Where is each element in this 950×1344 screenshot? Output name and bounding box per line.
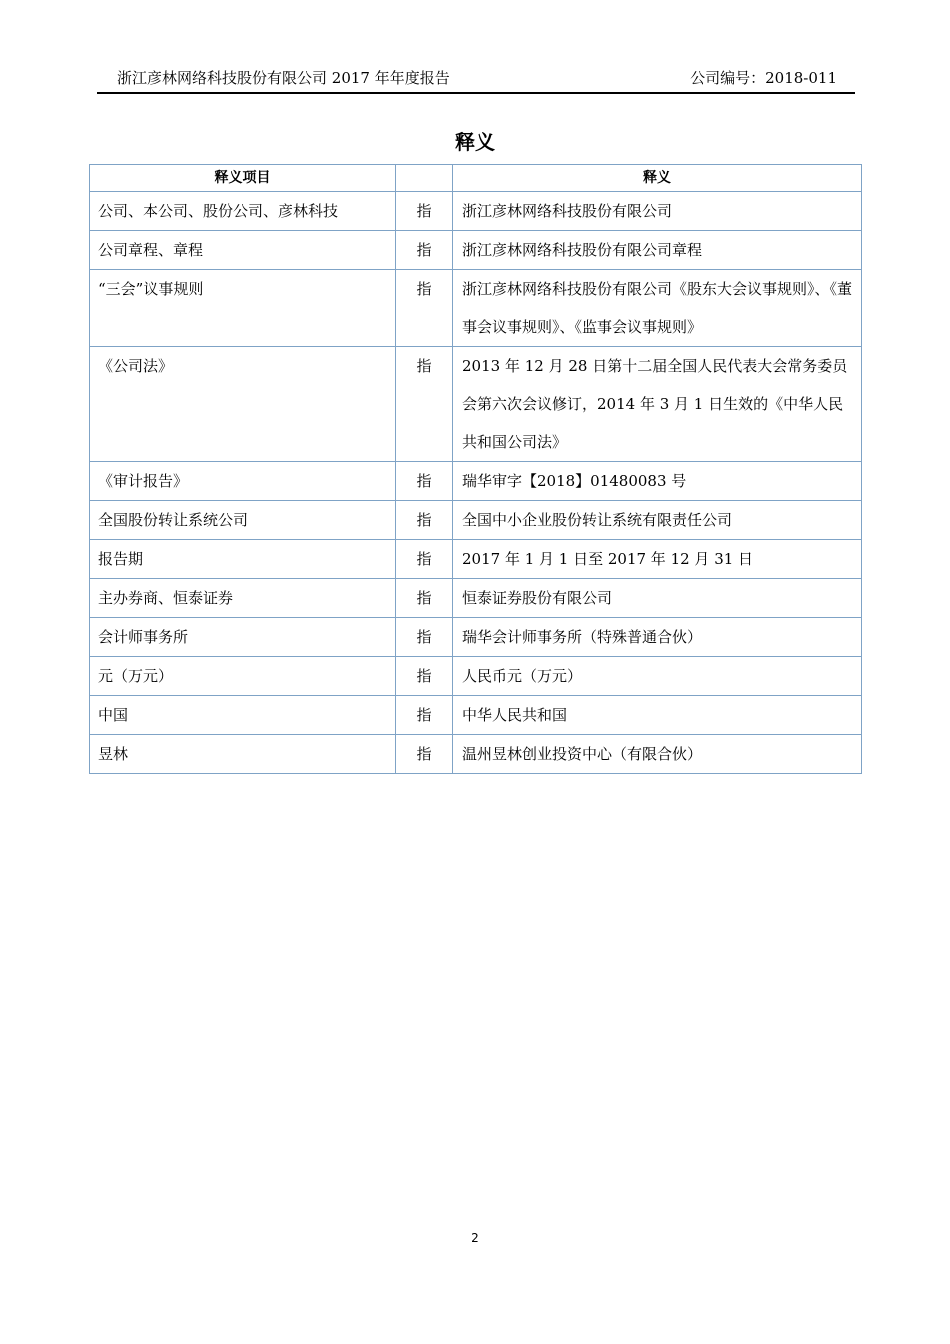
table-row <box>90 540 862 579</box>
term-cell: 元（万元） <box>90 657 396 696</box>
ref-cell: 指 <box>396 540 453 579</box>
definition-cell: 2017 年 1 月 1 日至 2017 年 12 月 31 日 <box>453 540 862 579</box>
table-header-row <box>90 165 862 192</box>
term-cell: 《审计报告》 <box>90 462 396 501</box>
header-ref <box>396 165 453 192</box>
definition-cell: 浙江彦林网络科技股份有限公司章程 <box>453 231 862 270</box>
table-row <box>90 192 862 231</box>
definitions-table <box>89 164 862 774</box>
ref-cell: 指 <box>396 231 453 270</box>
header-term: 释义项目 <box>90 165 396 192</box>
ref-cell: 指 <box>396 657 453 696</box>
ref-cell: 指 <box>396 347 453 462</box>
table-row <box>90 696 862 735</box>
ref-cell: 指 <box>396 192 453 231</box>
definition-cell: 浙江彦林网络科技股份有限公司 <box>453 192 862 231</box>
term-cell: 公司章程、章程 <box>90 231 396 270</box>
definition-cell: 人民币元（万元） <box>453 657 862 696</box>
table-row <box>90 231 862 270</box>
table-row <box>90 501 862 540</box>
table-row <box>90 270 862 347</box>
definition-cell: 瑞华会计师事务所（特殊普通合伙） <box>453 618 862 657</box>
definition-cell: 恒泰证券股份有限公司 <box>453 579 862 618</box>
term-cell: 主办券商、恒泰证券 <box>90 579 396 618</box>
table-row <box>90 618 862 657</box>
definition-cell: 瑞华审字【2018】01480083 号 <box>453 462 862 501</box>
term-cell: 全国股份转让系统公司 <box>90 501 396 540</box>
term-cell: 会计师事务所 <box>90 618 396 657</box>
term-cell: 昱林 <box>90 735 396 774</box>
ref-cell: 指 <box>396 579 453 618</box>
definition-cell: 温州昱林创业投资中心（有限合伙） <box>453 735 862 774</box>
definition-cell: 中华人民共和国 <box>453 696 862 735</box>
page-header <box>97 68 855 94</box>
header-report-title: 浙江彦林网络科技股份有限公司 2017 年年度报告 <box>117 69 450 87</box>
page-number: 2 <box>471 1231 479 1245</box>
table-row <box>90 657 862 696</box>
ref-cell: 指 <box>396 618 453 657</box>
term-cell: 报告期 <box>90 540 396 579</box>
ref-cell: 指 <box>396 735 453 774</box>
ref-cell: 指 <box>396 501 453 540</box>
page-title: 释义 <box>455 130 495 154</box>
term-cell: 中国 <box>90 696 396 735</box>
header-definition: 释义 <box>453 165 862 192</box>
table-row <box>90 735 862 774</box>
table-row <box>90 462 862 501</box>
term-cell: 《公司法》 <box>90 347 396 462</box>
ref-cell: 指 <box>396 696 453 735</box>
definition-cell: 全国中小企业股份转让系统有限责任公司 <box>453 501 862 540</box>
term-cell: 公司、本公司、股份公司、彦林科技 <box>90 192 396 231</box>
table-row <box>90 579 862 618</box>
table-row <box>90 347 862 462</box>
definition-cell: 浙江彦林网络科技股份有限公司《股东大会议事规则》、《董事会议事规则》、《监事会议事规则》 <box>453 270 862 347</box>
header-company-code: 公司编号：2018-011 <box>690 69 837 87</box>
term-cell: “三会”议事规则 <box>90 270 396 347</box>
ref-cell: 指 <box>396 462 453 501</box>
definition-cell: 2013 年 12 月 28 日第十二届全国人民代表大会常务委员会第六次会议修订，2014 年 3 月 1 日生效的《中华人民共和国公司法》 <box>453 347 862 462</box>
ref-cell: 指 <box>396 270 453 347</box>
